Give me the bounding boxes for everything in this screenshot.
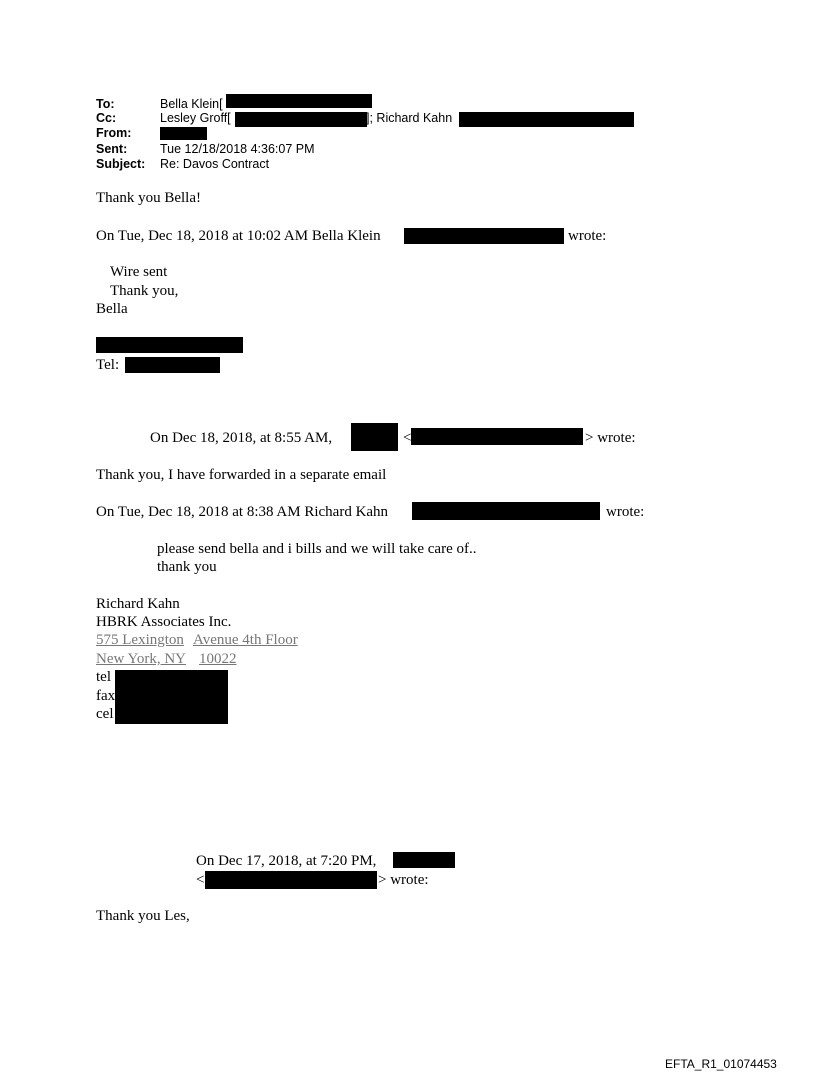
redaction-bar — [393, 852, 455, 868]
redaction-bar — [235, 112, 367, 127]
quote-wrote: wrote: — [568, 228, 607, 244]
quote-intro: On Tue, Dec 18, 2018 at 10:02 AM Bella Klein — [96, 228, 381, 244]
quote-intro: On Tue, Dec 18, 2018 at 8:38 AM Richard Kahn — [96, 504, 389, 520]
redaction-bar — [411, 428, 583, 445]
subject-label: Subject: — [96, 157, 146, 171]
redaction-bar — [160, 127, 207, 140]
quote-intro: On Dec 18, 2018, at 8:55 AM, — [150, 430, 333, 446]
quote-intro: On Dec 17, 2018, at 7:20 PM, — [196, 853, 377, 869]
sent-value: Tue 12/18/2018 4:36:07 PM — [160, 142, 315, 156]
quote-wrote: > wrote: — [378, 872, 429, 888]
cc-value-richard: ]; Richard Kahn — [366, 111, 453, 125]
to-value: Bella Klein[ — [160, 97, 223, 111]
quote-wrote: wrote: — [606, 504, 645, 520]
signature-name: Richard Kahn — [96, 596, 180, 612]
redaction-bar — [205, 871, 377, 889]
redaction-bar — [96, 337, 243, 353]
redaction-bar — [226, 94, 372, 108]
address-link[interactable]: New York, NY — [96, 651, 187, 667]
body-line: Bella — [96, 301, 128, 317]
document-id: EFTA_R1_01074453 — [665, 1057, 777, 1071]
body-line: Thank you, — [110, 283, 179, 299]
body-line: Thank you, I have forwarded in a separate email — [96, 467, 387, 483]
body-line: thank you — [157, 559, 217, 575]
redaction-bar — [115, 670, 228, 724]
signature-company: HBRK Associates Inc. — [96, 614, 232, 630]
quote-lt: < — [196, 872, 205, 888]
address-link[interactable]: 575 Lexington — [96, 632, 184, 648]
body-line: Wire sent — [110, 264, 168, 280]
quote-lt: < — [403, 430, 412, 446]
body-line: Thank you Bella! — [96, 190, 201, 206]
subject-value: Re: Davos Contract — [160, 157, 270, 171]
redaction-bar — [125, 357, 220, 373]
cc-value-lesley: Lesley Groff[ — [160, 111, 231, 125]
from-label: From: — [96, 126, 132, 140]
body-line: please send bella and i bills and we will take care of.. — [157, 541, 477, 557]
body-line: Thank you Les, — [96, 908, 190, 924]
redaction-bar — [459, 112, 634, 127]
redaction-bar — [351, 423, 398, 451]
sent-label: Sent: — [96, 142, 128, 156]
address-link[interactable]: Avenue 4th Floor — [193, 632, 298, 648]
tel-label: Tel: — [96, 357, 120, 373]
signature-tel-label: tel — [96, 669, 111, 685]
to-label: To: — [96, 97, 115, 111]
redaction-bar — [412, 502, 600, 520]
quote-wrote: > wrote: — [585, 430, 636, 446]
signature-fax-label: fax — [96, 688, 116, 704]
redaction-bar — [404, 228, 564, 244]
signature-cel-label: cel — [96, 706, 114, 722]
address-link[interactable]: 10022 — [199, 651, 237, 667]
cc-label: Cc: — [96, 111, 117, 125]
